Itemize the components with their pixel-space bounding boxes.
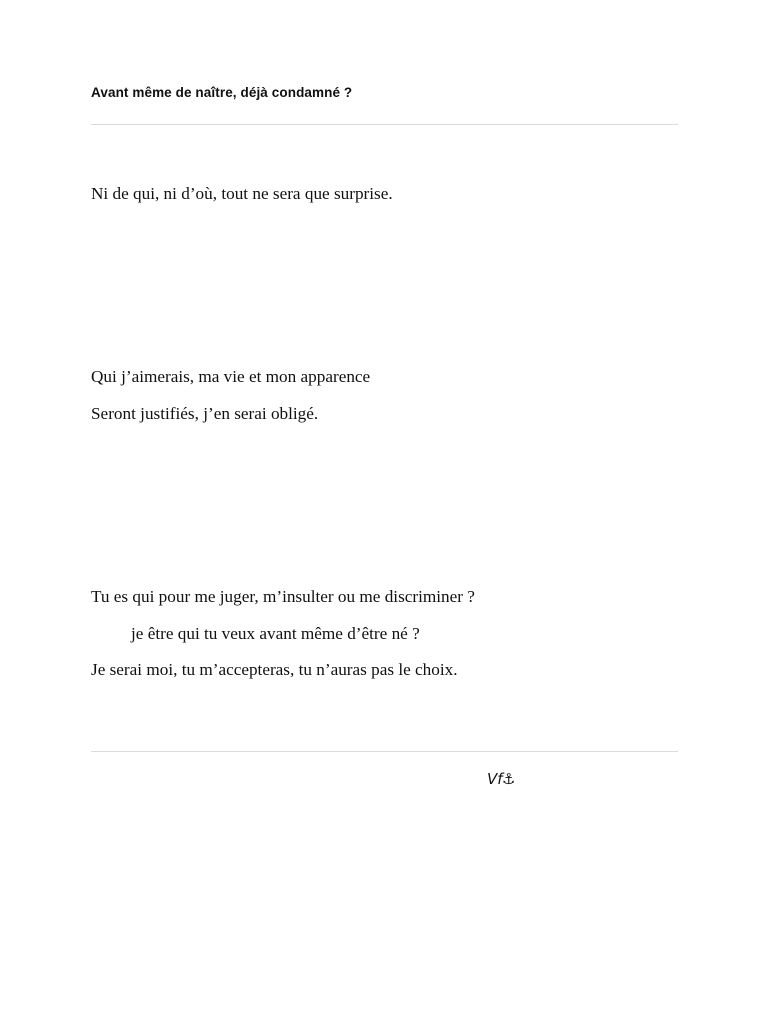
poem-line-indented: je être qui tu veux avant même d’être né ?: [131, 624, 420, 643]
author-signature: Vf⚓: [487, 770, 515, 788]
bottom-divider: [91, 751, 678, 752]
top-divider: [91, 124, 678, 125]
poem-line: Qui j’aimerais, ma vie et mon apparence: [91, 367, 371, 386]
poem-line: Tu es qui pour me juger, m’insulter ou me discriminer ?: [91, 587, 475, 606]
document-title: Avant même de naître, déjà condamné ?: [91, 85, 353, 100]
poem-line: Seront justifiés, j’en serai obligé.: [91, 404, 319, 423]
poem-line: Je serai moi, tu m’accepteras, tu n’auras pas le choix.: [91, 660, 458, 679]
poem-line: Ni de qui, ni d’où, tout ne sera que surprise.: [91, 184, 393, 203]
